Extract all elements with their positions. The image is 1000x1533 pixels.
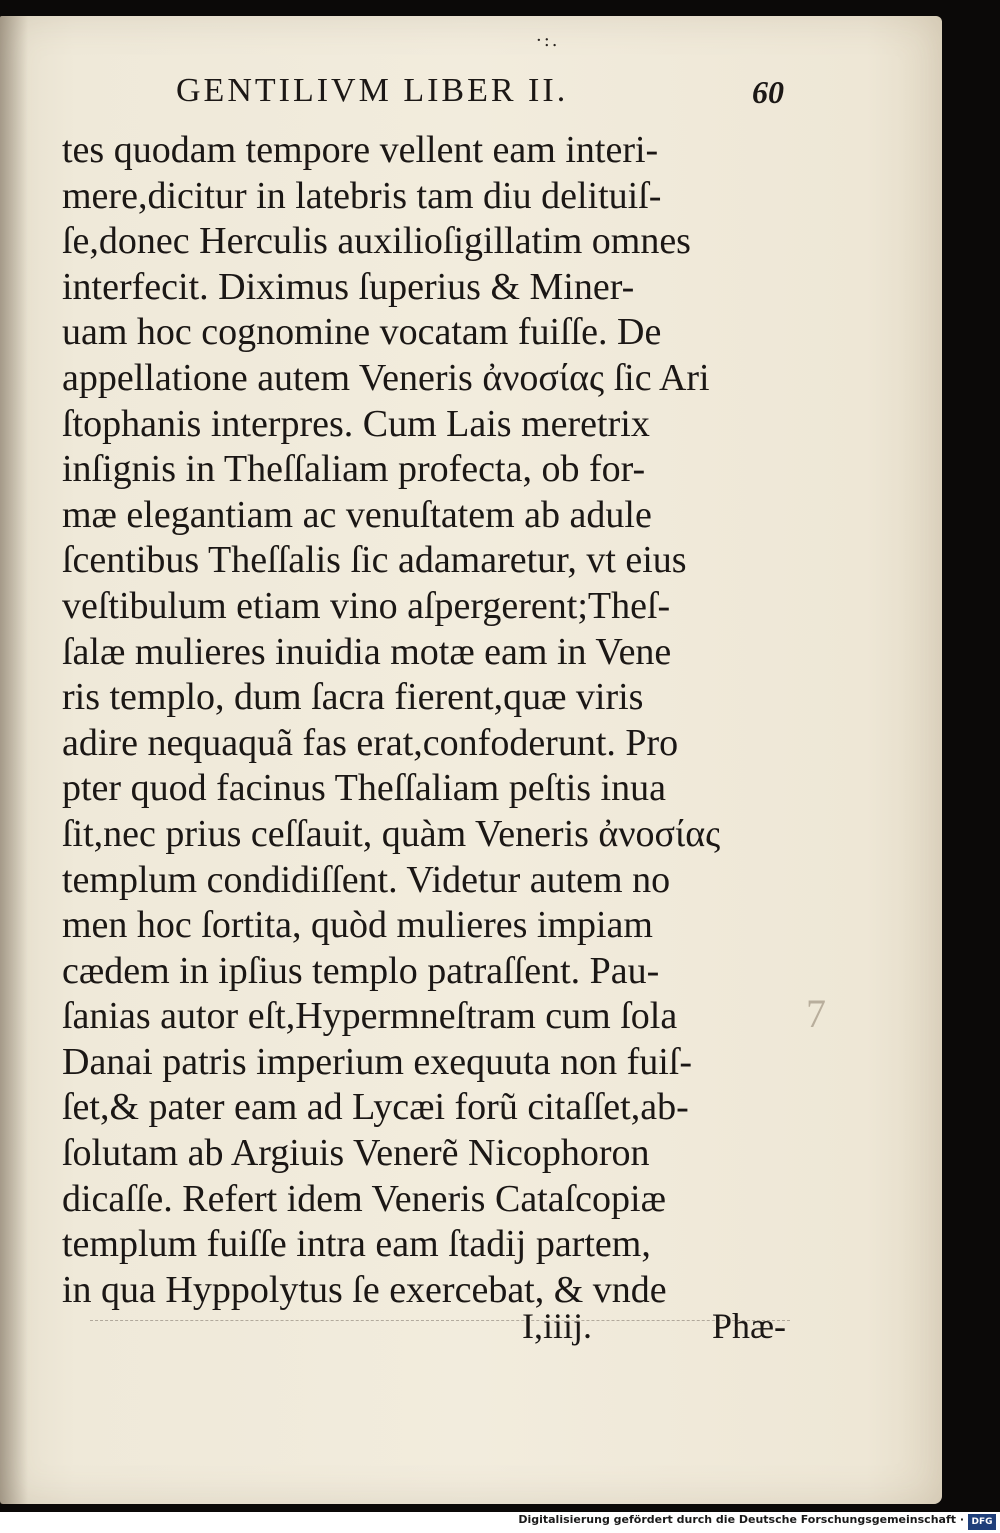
- text-line: cædem in ipſius templo patraſſent. Pau-: [62, 949, 660, 992]
- text-line: mæ elegantiam ac venuſtatem ab adule: [62, 493, 652, 536]
- text-line: interfecit. Diximus ſuperius & Miner-: [62, 265, 635, 308]
- text-line: inſignis in Theſſaliam profecta, ob for-: [62, 448, 646, 491]
- text-line: ſolutam ab Argiuis Venerẽ Nicophoron: [62, 1132, 650, 1175]
- text-line: ſalæ mulieres inuidia motæ eam in Vene: [62, 630, 672, 673]
- margin-mark: 7: [806, 991, 826, 1036]
- dfg-logo: DFG: [968, 1514, 996, 1530]
- page-header: [176, 72, 784, 118]
- text-line: men hoc ſortita, quòd mulieres impiam: [62, 904, 653, 947]
- footer-rule: [90, 1320, 790, 1321]
- signature-mark: I,iiij.: [522, 1306, 592, 1346]
- text-line: uam hoc cognomine vocatam fuiſſe. De: [62, 311, 662, 354]
- digitization-credit: Digitalisierung gefördert durch die Deutsche Forschungsgemeinschaft ·: [518, 1513, 964, 1526]
- text-line: ſtophanis interpres. Cum Lais meretrix: [62, 402, 650, 445]
- text-line: in qua Hyppolytus ſe exercebat, & vnde: [62, 1268, 667, 1311]
- text-line: ſet,& pater eam ad Lycæi forũ citaſſet,ab-: [62, 1086, 689, 1129]
- text-line: templum fuiſſe intra eam ſtadij partem,: [62, 1223, 651, 1266]
- text-line: templum condidiſſent. Videtur autem no: [62, 858, 671, 901]
- body-text: [62, 128, 802, 1313]
- catchword: Phæ-: [712, 1306, 787, 1346]
- page-number: 60: [752, 74, 784, 110]
- text-line: Danai patris imperium exequuta non fuiſ-: [62, 1040, 692, 1083]
- text-line: appellatione autem Veneris ἀνοσίας ſic Ari: [62, 356, 710, 399]
- text-line: veſtibulum etiam vino aſpergerent;Theſ-: [62, 584, 671, 627]
- text-line: adire nequaquã fas erat,confoderunt. Pro: [62, 721, 679, 764]
- top-ornament: ·:.: [536, 30, 560, 51]
- text-line: ſe,donec Herculis auxilioſigillatim omnes: [62, 220, 691, 263]
- text-line: ris templo, dum ſacra fierent,quæ viris: [62, 676, 644, 719]
- running-head: GENTILIVM LIBER II.: [176, 72, 569, 109]
- text-line: mere,dicitur in latebris tam diu delituiſ-: [62, 174, 662, 217]
- text-line: ſanias autor eſt,Hypermneſtram cum ſola: [62, 995, 678, 1038]
- text-line: pter quod facinus Theſſaliam peſtis inua: [62, 767, 666, 810]
- gutter-shadow: [0, 16, 28, 1504]
- text-line: tes quodam tempore vellent eam interi-: [62, 129, 659, 171]
- text-line: ſcentibus Theſſalis ſic adamaretur, vt eius: [62, 539, 687, 582]
- text-line: dicaſſe. Refert idem Veneris Cataſcopiæ: [62, 1177, 666, 1220]
- text-line: ſit,nec prius ceſſauit, quàm Veneris ἀνοσίας: [62, 812, 721, 855]
